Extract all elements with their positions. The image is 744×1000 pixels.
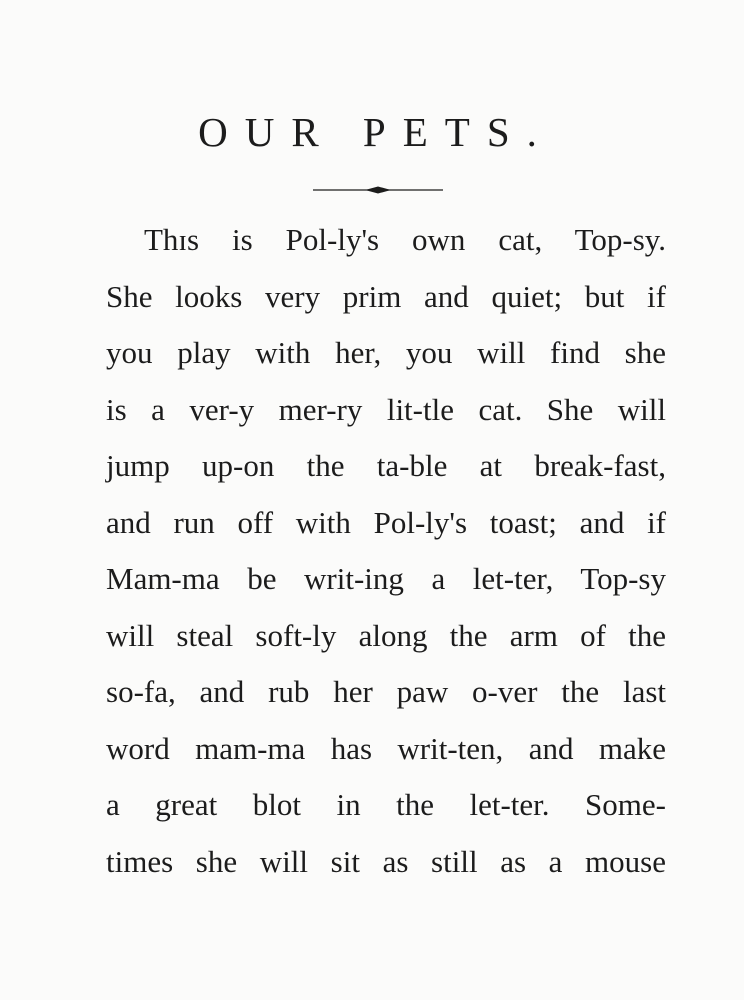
text-line-11: a great blot in the let-ter. Some- xyxy=(106,787,666,822)
text-line-3: you play with her, you will find she xyxy=(106,335,666,370)
text-line-9: so-fa, and rub her paw o-ver the last xyxy=(106,674,666,709)
text-line-4: is a ver-y mer-ry lit-tle cat. She will xyxy=(106,391,666,427)
text-line-6: and run off with Pol-ly's toast; and if xyxy=(106,504,666,540)
text-line-1: Thɪs is Pol-ly's own cat, Top-sy. xyxy=(144,222,666,257)
text-line-5: jump up-on the ta-ble at break-fast, xyxy=(106,448,666,483)
text-line-2: She looks very prim and quiet; but if xyxy=(106,278,666,314)
story-text xyxy=(106,212,666,890)
title-ornament-divider xyxy=(313,183,443,197)
text-line-12: times she will sit as still as a mouse xyxy=(106,843,666,879)
text-line-10: word mam-ma has writ-ten, and make xyxy=(106,730,666,766)
text-line-8: will steal soft-ly along the arm of the xyxy=(106,617,666,653)
page-title: OUR PETS. xyxy=(198,109,554,155)
text-line-7: Mam-ma be writ-ing a let-ter, Top-sy xyxy=(106,561,666,596)
